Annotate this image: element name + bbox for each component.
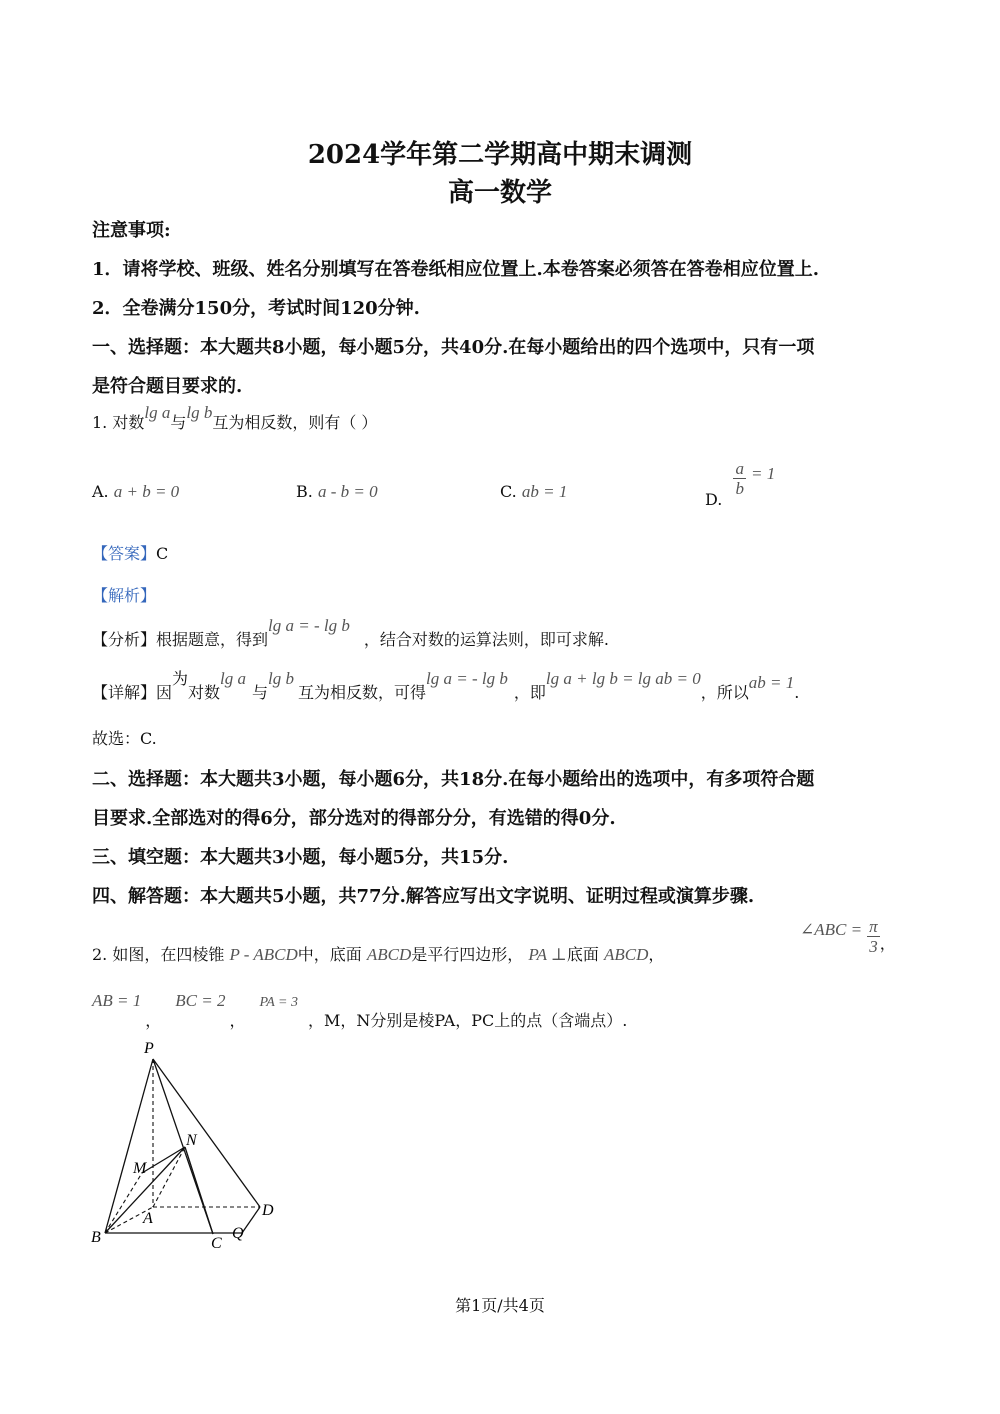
q2-e3: PA ⊥: [528, 945, 567, 964]
subject-title: 高一数学: [447, 178, 552, 208]
option-d-fraction: [733, 460, 746, 497]
q1-stem: [92, 403, 378, 433]
option-b-expr: a - b = 0: [317, 482, 378, 501]
q2-p4: 底面: [566, 945, 599, 964]
q2-e4: ABCD: [604, 945, 649, 964]
q1-option-d: [705, 459, 776, 509]
q1-stem-prefix: 1. 对数: [92, 413, 145, 432]
segment-mn: [142, 1147, 185, 1173]
q2-angle: [800, 918, 896, 955]
q1-option-c: [500, 482, 567, 502]
xiangjie-line: [92, 669, 800, 703]
notice-heading: 注意事项:: [92, 220, 171, 241]
section2-line2: 目要求.全部选对的得6分，部分选对的得部分分，有选错的得0分.: [92, 808, 616, 829]
q2-bc: BC = 2: [175, 991, 226, 1010]
fenxi-line: [92, 616, 609, 650]
fenxi-prefix: 【分析】根据题意，得到: [92, 630, 269, 649]
xiangjie-wei: 为: [172, 669, 189, 688]
xiangjie-expr3: lg a = - lg b: [426, 669, 508, 688]
q2-comma2: ，: [229, 1011, 246, 1030]
answer-value: C: [156, 544, 169, 563]
option-d-den: b: [735, 479, 744, 498]
q2-p2: 中，底面: [297, 945, 362, 964]
label-d: D: [262, 1202, 274, 1219]
edge-cd: [242, 1207, 260, 1233]
notice-item-1: 1．请将学校、班级、姓名分别填写在答卷纸相应位置上.本卷答案必须答在答卷相应位置上.: [92, 259, 820, 280]
xiangjie-suoyi: ，所以: [700, 683, 749, 702]
label-b: B: [91, 1229, 101, 1246]
xiangjie-prefix: 【详解】因: [92, 683, 173, 702]
option-a-expr: a + b = 0: [113, 482, 180, 501]
label-c: C: [211, 1235, 222, 1252]
q2-p6: ，: [879, 934, 896, 953]
notice-item-2: 2．全卷满分150分，考试时间120分钟.: [92, 298, 420, 319]
label-a: A: [143, 1210, 153, 1227]
q2-line2-rest: ，M，N分别是棱PA，PC上的点（含端点）.: [307, 1011, 628, 1030]
q2-pa: PA = 3: [259, 995, 298, 1010]
label-n: N: [186, 1132, 197, 1149]
page-footer: 第1页/共4页: [455, 1296, 545, 1315]
option-a-label: A.: [92, 482, 109, 501]
q2-p1: 2. 如图，在四棱锥: [92, 945, 225, 964]
fenxi-suffix: ，结合对数的运算法则，即可求解.: [363, 630, 609, 649]
q2-p3: 是平行四边形，: [411, 945, 524, 964]
xiangjie-mid: 互为相反数，可得: [298, 683, 427, 702]
q2-line1: [92, 942, 664, 965]
section3-line: 三、填空题：本大题共3小题，每小题5分，共15分.: [92, 847, 509, 868]
segment-bm-hidden: [105, 1173, 142, 1233]
answer-tag: 【答案】: [92, 544, 157, 563]
analysis-tag: 【解析】: [92, 586, 157, 605]
q2-pi-den: 3: [869, 937, 878, 956]
answer-line: [92, 541, 168, 564]
option-b-label: B.: [296, 482, 313, 501]
xiangjie-duishu: 对数: [188, 683, 221, 702]
q2-comma1: ，: [145, 1011, 162, 1030]
q2-pi-fraction: [867, 918, 880, 955]
q2-angle-label: ∠ABC =: [800, 920, 863, 939]
option-c-expr: ab = 1: [521, 482, 568, 501]
q2-pi-num: π: [869, 917, 878, 936]
q1-stem-suffix: 互为相反数，则有（ ）: [212, 413, 378, 432]
q1-expr-a: lg a: [144, 403, 171, 422]
label-q: Q: [232, 1225, 244, 1242]
option-d-rest: = 1: [751, 464, 776, 483]
xiangjie-expr4: lg a + lg b = lg ab = 0: [545, 669, 701, 688]
label-p: P: [144, 1040, 154, 1057]
section1-line2: 是符合题目要求的.: [92, 376, 243, 397]
q1-option-a: [92, 482, 179, 502]
section4-line: 四、解答题：本大题共5小题，共77分.解答应写出文字说明、证明过程或演算步骤.: [92, 886, 755, 907]
conclusion: 故选：C.: [92, 729, 157, 748]
segment-nq: [185, 1147, 213, 1234]
xiangjie-ji: ，即: [513, 683, 546, 702]
q2-p5: ，: [648, 945, 665, 964]
q1-stem-mid: 与: [170, 413, 187, 432]
option-d-label: D.: [705, 490, 723, 509]
option-c-label: C.: [500, 482, 517, 501]
xiangjie-expr2: lg b: [268, 669, 295, 688]
xiangjie-yu: 与: [252, 683, 269, 702]
edge-pd: [153, 1059, 260, 1207]
pyramid-figure: [80, 1035, 300, 1255]
section2-line1: 二、选择题：本大题共3小题，每小题6分，共18分.在每小题给出的选项中，有多项符合题: [92, 769, 815, 790]
exam-title: 2024学年第二学期高中期末调测: [307, 140, 693, 170]
label-m: M: [133, 1160, 147, 1177]
option-d-num: a: [735, 459, 744, 478]
q2-line2: [92, 990, 628, 1030]
q2-e2: ABCD: [366, 945, 412, 964]
q1-expr-b: lg b: [186, 403, 213, 422]
xiangjie-expr5: ab = 1: [748, 673, 795, 692]
q1-option-b: [296, 482, 378, 502]
xiangjie-expr1: lg a: [220, 669, 247, 688]
xiangjie-end: .: [794, 683, 800, 702]
q2-ab: AB = 1: [92, 991, 142, 1010]
section1-line1: 一、选择题：本大题共8小题，每小题5分，共40分.在每小题给出的四个选项中，只有一项: [92, 337, 815, 358]
fenxi-expr: lg a = - lg b: [268, 616, 350, 635]
q2-e1: P - ABCD: [229, 945, 298, 964]
